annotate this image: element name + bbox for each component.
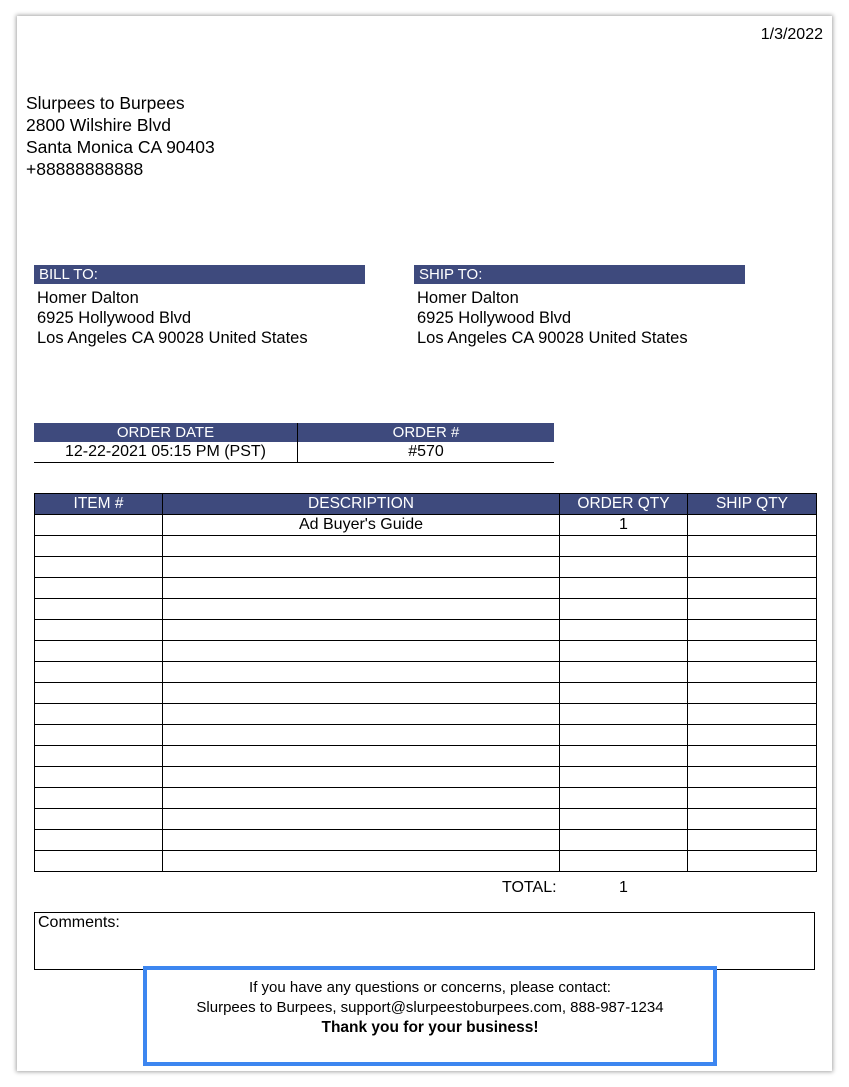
description-cell (163, 704, 560, 725)
total-label: TOTAL: (502, 879, 557, 896)
item-number-cell (35, 620, 163, 641)
ship-qty-cell (688, 683, 817, 704)
item-number-cell (35, 767, 163, 788)
bill-to-block (34, 265, 365, 348)
total-value: 1 (619, 879, 628, 896)
contact-line-1: If you have any questions or concerns, please contact: (249, 979, 611, 996)
table-row (35, 599, 817, 620)
description-cell: Ad Buyer's Guide (163, 515, 560, 536)
company-address (26, 92, 215, 180)
contact-line-2: Slurpees to Burpees, support@slurpeestoburpees.com, 888-987-1234 (196, 999, 664, 1016)
description-cell (163, 788, 560, 809)
order-qty-cell (560, 662, 688, 683)
comments-label: Comments: (38, 914, 120, 931)
table-row (35, 830, 817, 851)
contact-box (143, 966, 717, 1066)
ship-qty-cell (688, 620, 817, 641)
description-cell (163, 746, 560, 767)
order-date-value: 12-22-2021 05:15 PM (PST) (34, 442, 298, 463)
table-row (35, 704, 817, 725)
invoice-page (17, 16, 832, 1071)
ship-qty-cell (688, 830, 817, 851)
order-qty-cell (560, 788, 688, 809)
company-phone: +88888888888 (26, 159, 144, 179)
order-qty-cell (560, 536, 688, 557)
description-cell (163, 683, 560, 704)
order-qty-cell (560, 599, 688, 620)
item-number-cell (35, 788, 163, 809)
item-number-cell (35, 746, 163, 767)
description-header: DESCRIPTION (163, 494, 560, 515)
item-number-cell (35, 662, 163, 683)
table-row (35, 851, 817, 872)
description-cell (163, 809, 560, 830)
order-qty-cell (560, 683, 688, 704)
table-row (35, 809, 817, 830)
table-row (35, 641, 817, 662)
order-qty-cell (560, 851, 688, 872)
table-row (35, 557, 817, 578)
order-number-header: ORDER # (298, 423, 555, 442)
item-number-cell (35, 515, 163, 536)
item-number-cell (35, 725, 163, 746)
ship-qty-cell (688, 515, 817, 536)
description-cell (163, 536, 560, 557)
table-row (35, 620, 817, 641)
table-row (35, 662, 817, 683)
ship-to-block (414, 265, 745, 348)
bill-to-heading: BILL TO: (34, 265, 365, 284)
table-row (35, 725, 817, 746)
company-name: Slurpees to Burpees (26, 93, 185, 113)
document-date: 1/3/2022 (760, 26, 823, 43)
ship-to-name: Homer Dalton (417, 289, 519, 307)
table-row (35, 578, 817, 599)
table-row (35, 767, 817, 788)
item-number-cell (35, 830, 163, 851)
ship-qty-cell (688, 725, 817, 746)
description-cell (163, 767, 560, 788)
ship-qty-cell (688, 746, 817, 767)
order-qty-cell (560, 746, 688, 767)
table-row (35, 536, 817, 557)
ship-qty-cell (688, 536, 817, 557)
item-number-cell (35, 578, 163, 599)
item-number-header: ITEM # (35, 494, 163, 515)
ship-qty-header: SHIP QTY (688, 494, 817, 515)
ship-qty-cell (688, 809, 817, 830)
description-cell (163, 599, 560, 620)
order-qty-header: ORDER QTY (560, 494, 688, 515)
items-table (34, 493, 817, 872)
order-qty-cell (560, 620, 688, 641)
bill-to-name: Homer Dalton (37, 289, 139, 307)
ship-qty-cell (688, 851, 817, 872)
order-info-table (34, 423, 554, 463)
description-cell (163, 725, 560, 746)
ship-to-street: 6925 Hollywood Blvd (417, 309, 572, 327)
item-number-cell (35, 683, 163, 704)
table-row (35, 683, 817, 704)
item-number-cell (35, 536, 163, 557)
table-row (35, 515, 817, 536)
order-qty-cell (560, 704, 688, 725)
description-cell (163, 830, 560, 851)
ship-qty-cell (688, 704, 817, 725)
order-qty-cell (560, 809, 688, 830)
item-number-cell (35, 599, 163, 620)
company-city: Santa Monica CA 90403 (26, 137, 215, 157)
ship-qty-cell (688, 788, 817, 809)
ship-qty-cell (688, 641, 817, 662)
item-number-cell (35, 704, 163, 725)
order-qty-cell (560, 767, 688, 788)
company-street: 2800 Wilshire Blvd (26, 115, 171, 135)
bill-to-city: Los Angeles CA 90028 United States (37, 329, 308, 347)
description-cell (163, 662, 560, 683)
description-cell (163, 578, 560, 599)
item-number-cell (35, 641, 163, 662)
items-header-row (35, 494, 817, 515)
ship-to-heading: SHIP TO: (414, 265, 745, 284)
order-qty-cell (560, 641, 688, 662)
table-row (35, 788, 817, 809)
table-row (35, 746, 817, 767)
item-number-cell (35, 557, 163, 578)
order-qty-cell: 1 (560, 515, 688, 536)
order-qty-cell (560, 578, 688, 599)
ship-qty-cell (688, 767, 817, 788)
ship-qty-cell (688, 662, 817, 683)
order-qty-cell (560, 830, 688, 851)
order-qty-cell (560, 725, 688, 746)
description-cell (163, 620, 560, 641)
ship-qty-cell (688, 557, 817, 578)
ship-to-city: Los Angeles CA 90028 United States (417, 329, 688, 347)
comments-box (34, 912, 815, 970)
ship-qty-cell (688, 578, 817, 599)
bill-to-street: 6925 Hollywood Blvd (37, 309, 192, 327)
order-number-value: #570 (298, 442, 555, 463)
description-cell (163, 641, 560, 662)
thank-you-text: Thank you for your business! (321, 1019, 539, 1036)
ship-qty-cell (688, 599, 817, 620)
description-cell (163, 557, 560, 578)
order-qty-cell (560, 557, 688, 578)
description-cell (163, 851, 560, 872)
item-number-cell (35, 809, 163, 830)
order-date-header: ORDER DATE (34, 423, 298, 442)
item-number-cell (35, 851, 163, 872)
